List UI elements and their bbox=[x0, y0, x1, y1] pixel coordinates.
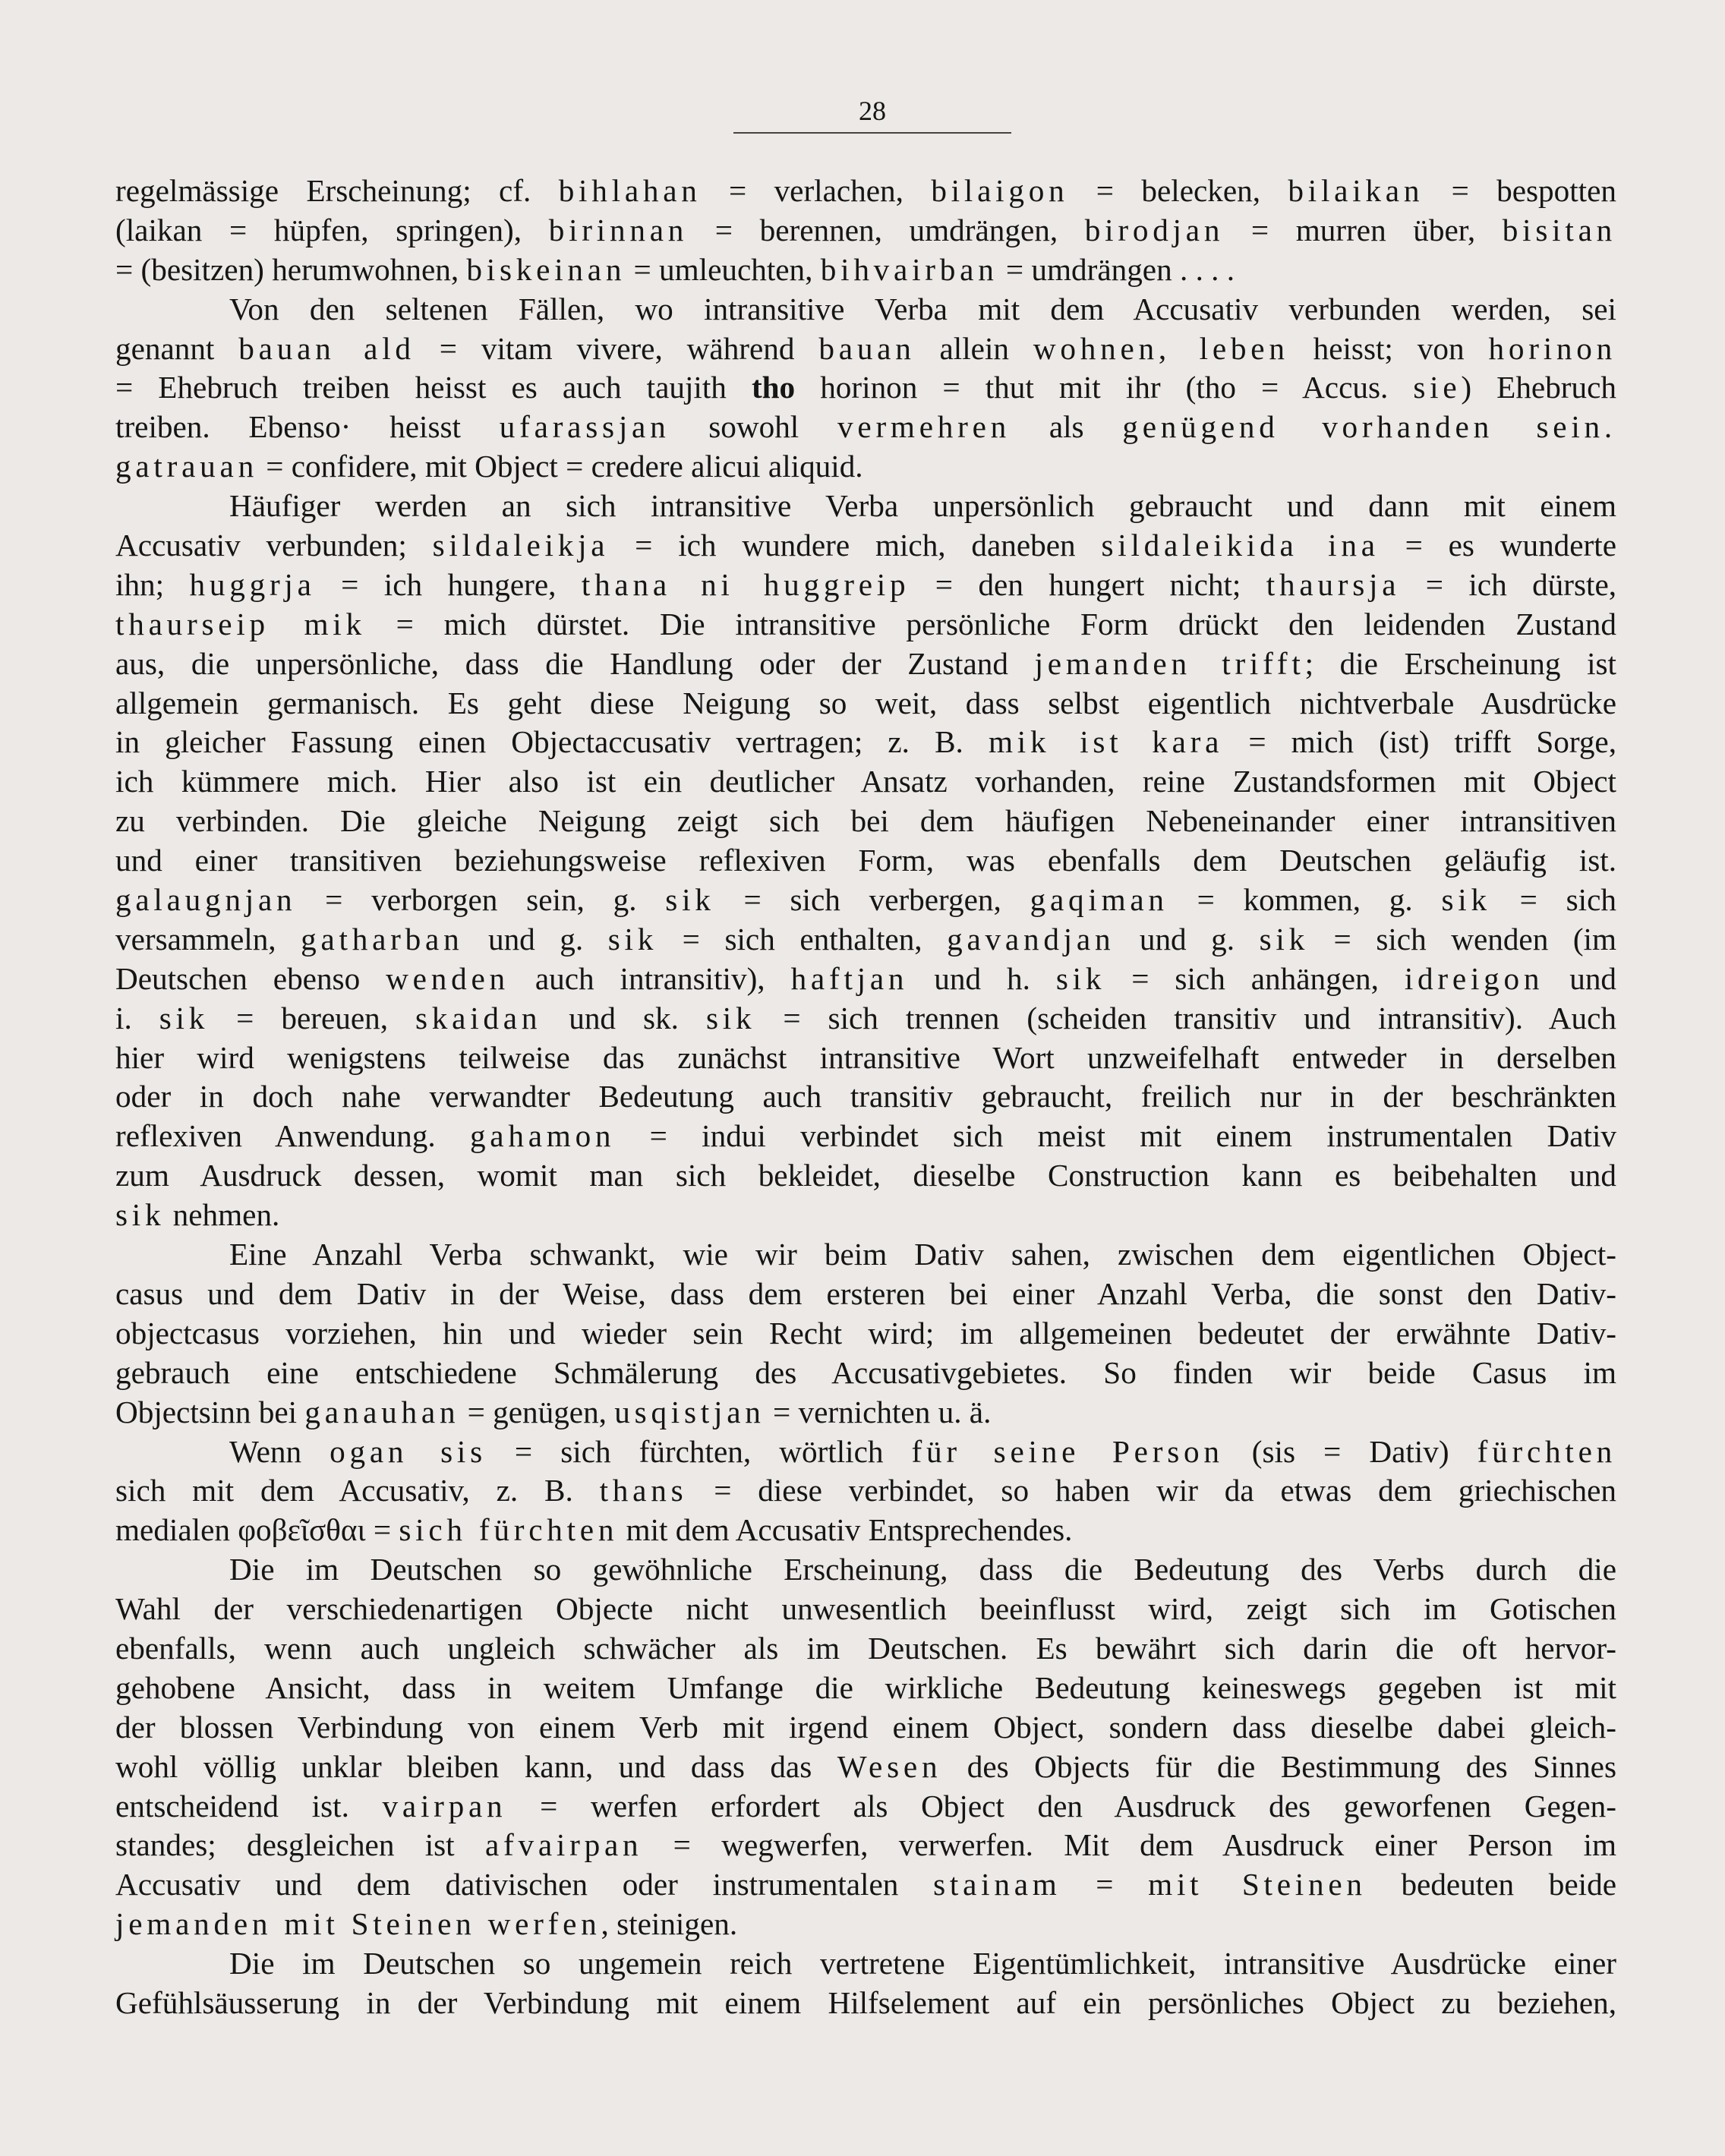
text-run: = sich anhängen, bbox=[1105, 960, 1405, 996]
emphasized-text: sik bbox=[1259, 921, 1309, 957]
emphasized-text: gatrauan bbox=[115, 449, 258, 484]
text-run: = sich verbergen, bbox=[714, 882, 1030, 918]
text-run: genannt bbox=[115, 330, 239, 366]
text-run: Die im Deutschen so ungemein reich vertretene Eigentümlichkeit, intransitive Ausdrücke einer bbox=[229, 1946, 1616, 1981]
text-run: Die im Deutschen so gewöhnliche Erscheinung, dass die Bedeutung des Verbs durch die bbox=[229, 1552, 1616, 1587]
body-text bbox=[115, 172, 1616, 2023]
emphasized-text: vairpan bbox=[382, 1788, 507, 1823]
text-run: = vernichten u. ä. bbox=[765, 1394, 992, 1429]
emphasized-text: birinnan bbox=[548, 212, 689, 247]
text-line bbox=[115, 1984, 1616, 2023]
text-run: ; die Erscheinung ist bbox=[1304, 645, 1616, 681]
text-run: und einer transitiven beziehungsweise reflexiven Form, was ebenfalls dem Deutschen geläufig ist. bbox=[115, 843, 1616, 878]
text-run: versammeln, bbox=[115, 921, 301, 957]
text-run: ) Ehebruch bbox=[1461, 370, 1616, 405]
text-run: des Objects für die Bestimmung des Sinnes bbox=[941, 1748, 1616, 1784]
emphasized-text: gahamon bbox=[469, 1118, 616, 1154]
text-run: der blossen Verbindung von einem Verb mit irgend einem Object, sondern dass dieselbe dabei gleich- bbox=[115, 1709, 1616, 1745]
text-run: = sich enthalten, bbox=[658, 921, 948, 957]
text-line bbox=[115, 487, 1616, 526]
text-run: allein bbox=[915, 330, 1033, 366]
text-run: (sis = Dativ) bbox=[1223, 1433, 1477, 1469]
text-run: = umleuchten, bbox=[626, 251, 821, 287]
text-run: = genügen, bbox=[459, 1394, 615, 1429]
emphasized-text: biskeinan bbox=[466, 251, 626, 287]
text-line bbox=[115, 1196, 1616, 1235]
text-run: ihn; bbox=[115, 566, 190, 602]
text-run: = den hungert nicht; bbox=[910, 566, 1266, 602]
text-run: = bespotten bbox=[1424, 173, 1617, 208]
text-run: = werfen erfordert als Object den Ausdruck des geworfenen Gegen- bbox=[506, 1788, 1616, 1823]
text-line bbox=[115, 1117, 1616, 1156]
emphasized-text: gatharban bbox=[301, 921, 464, 957]
text-line bbox=[115, 881, 1616, 920]
text-run: und h. bbox=[908, 960, 1056, 996]
text-run: = Ehebruch treiben heisst es auch taujith bbox=[115, 370, 752, 405]
text-run: Eine Anzahl Verba schwankt, wie wir beim Dativ sahen, zwischen dem eigentlichen Object- bbox=[229, 1237, 1616, 1272]
text-run: ebenfalls, wenn auch ungleich schwächer als im Deutschen. Es bewährt sich darin die oft hervor- bbox=[115, 1630, 1616, 1666]
text-run: = sich fürchten, wörtlich bbox=[486, 1433, 912, 1469]
text-run: entscheidend ist. bbox=[115, 1788, 383, 1823]
text-run: Objectsinn bei bbox=[115, 1394, 305, 1429]
text-line bbox=[115, 329, 1616, 369]
text-run: nehmen. bbox=[165, 1197, 280, 1233]
text-run: horinon = thut mit ihr (tho = Accus. bbox=[795, 370, 1414, 405]
emphasized-text: sik bbox=[115, 1197, 166, 1233]
text-line bbox=[115, 1708, 1616, 1748]
text-run: hier wird wenigstens teilweise das zunächst intransitive Wort unzweifelhaft entweder in derselben bbox=[115, 1039, 1616, 1075]
emphasized-text: bisitan bbox=[1502, 212, 1616, 247]
text-run: in gleicher Fassung einen Objectaccusativ vertragen; z. B. bbox=[115, 724, 989, 760]
text-line bbox=[115, 1275, 1616, 1314]
emphasized-text: thaursja bbox=[1266, 566, 1401, 602]
emphasized-text: galaugnjan bbox=[115, 882, 297, 918]
emphasized-text: sildaleikida ina bbox=[1101, 528, 1380, 563]
emphasized-text: skaidan bbox=[415, 1000, 542, 1035]
emphasized-text: mit Steinen bbox=[1148, 1867, 1367, 1902]
text-run: Häufiger werden an sich intransitive Verba unpersönlich gebraucht und dann mit einem bbox=[229, 488, 1616, 524]
text-run: standes; desgleichen ist bbox=[115, 1827, 485, 1863]
text-line bbox=[115, 408, 1616, 447]
text-line bbox=[115, 172, 1616, 211]
text-run: = mich (ist) trifft Sorge, bbox=[1223, 724, 1616, 760]
text-line bbox=[115, 1433, 1616, 1472]
text-run: = ich wundere mich, daneben bbox=[609, 528, 1102, 563]
text-line bbox=[115, 999, 1616, 1039]
emphasized-text: afvairpan bbox=[484, 1827, 643, 1863]
text-run: Accusativ und dem dativischen oder instrumentalen bbox=[115, 1867, 934, 1902]
text-run: = sich bbox=[1490, 882, 1617, 918]
text-run: treiben. Ebenso· heisst bbox=[115, 409, 500, 445]
emphasized-text: sich fürchten bbox=[399, 1512, 619, 1548]
text-run: = confidere, mit Object = credere alicui aliquid. bbox=[257, 449, 863, 484]
emphasized-text: Wesen bbox=[837, 1748, 942, 1784]
text-line bbox=[115, 1077, 1616, 1117]
emphasized-text: sik bbox=[705, 1000, 756, 1035]
text-line bbox=[115, 1550, 1616, 1590]
text-run: sowohl bbox=[670, 409, 838, 445]
text-run: mit dem Accusativ Entsprechendes. bbox=[618, 1512, 1073, 1548]
text-run: = indui verbindet sich meist mit einem instrumentalen Dativ bbox=[615, 1118, 1616, 1154]
text-line bbox=[115, 1590, 1616, 1629]
text-run: medialen φοβεῖσθαι = bbox=[115, 1512, 399, 1548]
text-line bbox=[115, 1787, 1616, 1827]
emphasized-text: sie bbox=[1413, 370, 1462, 405]
text-run: = vitam vivere, während bbox=[415, 330, 819, 366]
text-run: = belecken, bbox=[1068, 173, 1288, 208]
text-run: als bbox=[1011, 409, 1123, 445]
emphasized-text: gavandjan bbox=[947, 921, 1115, 957]
text-run: sich mit dem Accusativ, z. B. bbox=[115, 1473, 600, 1508]
emphasized-text: wohnen, leben bbox=[1033, 330, 1289, 366]
text-line bbox=[115, 368, 1616, 408]
text-line bbox=[115, 1944, 1616, 1984]
text-line bbox=[115, 841, 1616, 881]
emphasized-text: bilaikan bbox=[1288, 173, 1424, 208]
text-run: = bereuen, bbox=[209, 1000, 416, 1035]
text-run: aus, die unpersönliche, dass die Handlung oder der Zustand bbox=[115, 645, 1035, 681]
text-run: Accusativ verbunden; bbox=[115, 528, 433, 563]
text-run: (laikan = hüpfen, springen), bbox=[115, 212, 549, 247]
text-line bbox=[115, 723, 1616, 762]
emphasized-text: sik bbox=[1055, 960, 1106, 996]
text-run: = sich trennen (scheiden transitiv und intransitiv). Auch bbox=[755, 1000, 1616, 1035]
text-line bbox=[115, 251, 1616, 290]
text-line bbox=[115, 1471, 1616, 1511]
text-run: = berennen, umdrängen, bbox=[688, 212, 1085, 247]
text-run: = es wunderte bbox=[1379, 528, 1616, 563]
text-run: und sk. bbox=[541, 1000, 706, 1035]
text-line bbox=[115, 1669, 1616, 1708]
emphasized-text: huggrja bbox=[189, 566, 316, 602]
emphasized-text: stainam bbox=[933, 1867, 1061, 1902]
text-run: gebrauch eine entschiedene Schmälerung des Accusativgebietes. So finden wir beide Casus im bbox=[115, 1354, 1616, 1390]
text-run: , steinigen. bbox=[601, 1906, 738, 1942]
emphasized-text: mik ist kara bbox=[988, 724, 1224, 760]
text-line bbox=[115, 802, 1616, 841]
emphasized-text: idreigon bbox=[1404, 960, 1544, 996]
emphasized-text: ogan sis bbox=[330, 1433, 487, 1469]
text-run: ich kümmere mich. Hier also ist ein deutlicher Ansatz vorhanden, reine Zustandsformen mit Object bbox=[115, 764, 1616, 799]
text-run: i. bbox=[115, 1000, 159, 1035]
text-run: casus und dem Dativ in der Weise, dass dem ersteren bei einer Anzahl Verba, die sonst den Dativ- bbox=[115, 1275, 1616, 1311]
emphasized-text: vermehren bbox=[837, 409, 1011, 445]
text-run: Deutschen ebenso bbox=[115, 960, 386, 996]
emphasized-text: bilaigon bbox=[931, 173, 1069, 208]
text-run: = ich dürste, bbox=[1400, 566, 1617, 602]
emphasized-text: ganauhan bbox=[304, 1394, 460, 1429]
text-line bbox=[115, 1039, 1616, 1078]
emphasized-text: gaqiman bbox=[1030, 882, 1168, 918]
emphasized-text: bauan ald bbox=[238, 330, 415, 366]
text-line bbox=[115, 1826, 1616, 1865]
emphasized-text: usqistjan bbox=[614, 1394, 765, 1429]
emphasized-text: bihlahan bbox=[558, 173, 702, 208]
text-run: = murren über, bbox=[1224, 212, 1503, 247]
text-run: bedeuten beide bbox=[1366, 1867, 1616, 1902]
page-number: 28 bbox=[733, 94, 1011, 134]
text-line bbox=[115, 1511, 1616, 1550]
emphasized-text: horinon bbox=[1488, 330, 1616, 366]
emphasized-text: bauan bbox=[818, 330, 916, 366]
text-line bbox=[115, 211, 1616, 251]
text-run: = wegwerfen, verwerfen. Mit dem Ausdruck einer Person im bbox=[642, 1827, 1616, 1863]
text-run: und g. bbox=[463, 921, 608, 957]
emphasized-text: sik bbox=[607, 921, 658, 957]
emphasized-text: sik bbox=[1441, 882, 1491, 918]
text-line bbox=[115, 605, 1616, 645]
text-run: heisst; von bbox=[1288, 330, 1489, 366]
text-run: = sich wenden (im bbox=[1309, 921, 1617, 957]
emphasized-text: fürchten bbox=[1477, 1433, 1616, 1469]
emphasized-text: thaurseip mik bbox=[115, 606, 366, 641]
bold-text: tho bbox=[751, 370, 796, 405]
text-line bbox=[115, 566, 1616, 605]
text-line bbox=[115, 1748, 1616, 1787]
text-run: Von den seltenen Fällen, wo intransitive Verba mit dem Accusativ verbunden werden, sei bbox=[229, 291, 1616, 326]
emphasized-text: haftjan bbox=[790, 960, 909, 996]
text-run: = diese verbindet, so haben wir da etwas dem griechischen bbox=[687, 1473, 1616, 1508]
text-line bbox=[115, 290, 1616, 329]
text-line bbox=[115, 447, 1616, 487]
text-run: Gefühlsäusserung in der Verbindung mit einem Hilfselement auf ein persönliches Object zu beziehen, bbox=[115, 1984, 1616, 2020]
text-line bbox=[115, 1235, 1616, 1275]
text-line bbox=[115, 1905, 1616, 1944]
text-run: und g. bbox=[1115, 921, 1260, 957]
text-line bbox=[115, 920, 1616, 960]
emphasized-text: birodjan bbox=[1084, 212, 1225, 247]
text-run: = kommen, g. bbox=[1168, 882, 1442, 918]
text-line bbox=[115, 645, 1616, 684]
text-run: allgemein germanisch. Es geht diese Neigung so weit, dass selbst eigentlich nichtverbale Ausdrücke bbox=[115, 685, 1616, 720]
text-run: objectcasus vorziehen, hin und wieder sein Recht wird; im allgemeinen bedeutet der erwähnte Dativ- bbox=[115, 1315, 1616, 1351]
text-run: regelmässige Erscheinung; cf. bbox=[115, 173, 559, 208]
text-line bbox=[115, 1629, 1616, 1669]
text-run: auch intransitiv), bbox=[509, 960, 791, 996]
emphasized-text: sildaleikja bbox=[432, 528, 610, 563]
text-run: = mich dürstet. Die intransitive persönliche Form drückt den leidenden Zustand bbox=[365, 606, 1616, 641]
emphasized-text: thana ni huggreip bbox=[581, 566, 910, 602]
text-run: = ich hungere, bbox=[315, 566, 582, 602]
emphasized-text: sik bbox=[665, 882, 715, 918]
text-run: Wahl der verschiedenartigen Objecte nicht unwesentlich beeinflusst wird, zeigt sich im Gotischen bbox=[115, 1591, 1616, 1627]
text-run: = verlachen, bbox=[701, 173, 932, 208]
text-run: = (besitzen) herumwohnen, bbox=[115, 251, 467, 287]
text-run: wohl völlig unklar bleiben kann, und dass das bbox=[115, 1748, 837, 1784]
text-run: und bbox=[1544, 960, 1617, 996]
emphasized-text: ufarassjan bbox=[499, 409, 670, 445]
text-line bbox=[115, 1865, 1616, 1905]
emphasized-text: für seine Person bbox=[911, 1433, 1224, 1469]
text-run: = umdrängen . . . . bbox=[998, 251, 1235, 287]
text-line bbox=[115, 526, 1616, 566]
emphasized-text: jemanden trifft bbox=[1034, 645, 1305, 681]
text-run: reflexiven Anwendung. bbox=[115, 1118, 470, 1154]
text-line bbox=[115, 1314, 1616, 1354]
text-line bbox=[115, 1156, 1616, 1196]
emphasized-text: bihvairban bbox=[820, 251, 998, 287]
emphasized-text: thans bbox=[599, 1473, 688, 1508]
text-line bbox=[115, 1393, 1616, 1433]
text-line bbox=[115, 1354, 1616, 1393]
text-run: zu verbinden. Die gleiche Neigung zeigt sich bei dem häufigen Nebeneinander einer intransitiven bbox=[115, 803, 1616, 839]
text-run: Wenn bbox=[229, 1433, 330, 1469]
emphasized-text: jemanden mit Steinen werfen bbox=[115, 1906, 601, 1942]
text-line bbox=[115, 684, 1616, 723]
emphasized-text: wenden bbox=[386, 960, 509, 996]
text-run: = verborgen sein, g. bbox=[296, 882, 666, 918]
text-line bbox=[115, 762, 1616, 802]
emphasized-text: genügend vorhanden sein. bbox=[1122, 409, 1616, 445]
text-run: = bbox=[1061, 1867, 1149, 1902]
text-run: oder in doch nahe verwandter Bedeutung auch transitiv gebraucht, freilich nur in der beschränkten bbox=[115, 1079, 1616, 1114]
text-line bbox=[115, 960, 1616, 999]
text-run: gehobene Ansicht, dass in weitem Umfange die wirkliche Bedeutung keineswegs gegeben ist mit bbox=[115, 1669, 1616, 1705]
text-run: zum Ausdruck dessen, womit man sich bekleidet, dieselbe Construction kann es beibehalten und bbox=[115, 1158, 1616, 1193]
emphasized-text: sik bbox=[159, 1000, 210, 1035]
